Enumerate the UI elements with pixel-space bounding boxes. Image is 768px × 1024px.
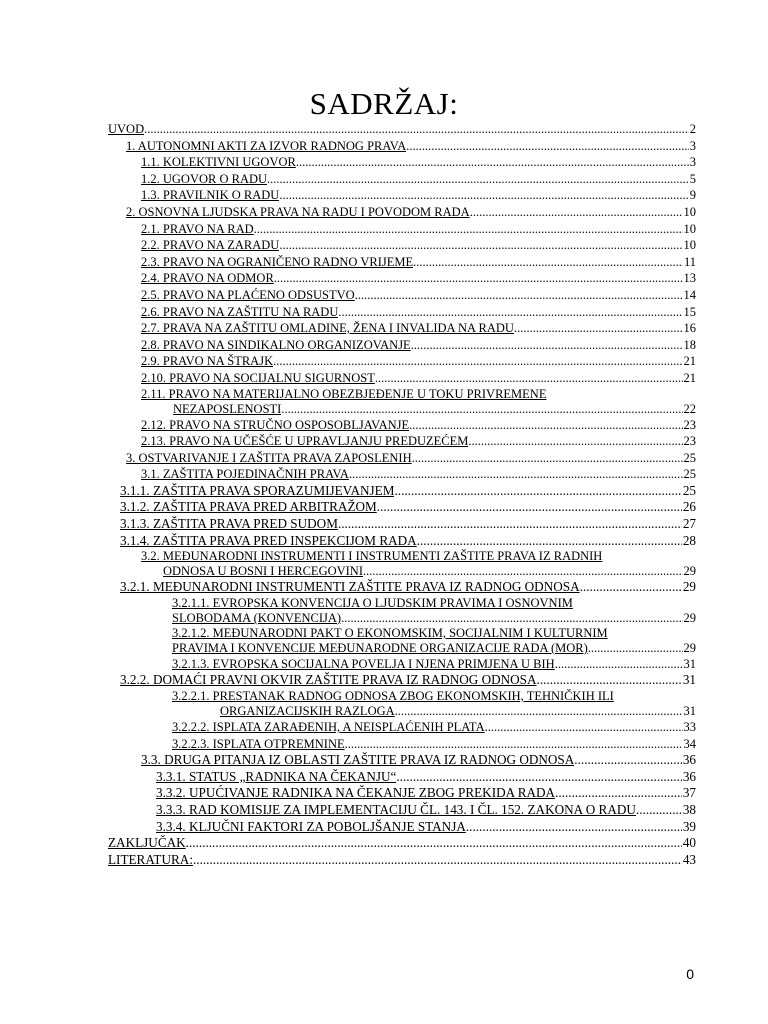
dot-leader [254, 221, 683, 238]
toc-entry-label[interactable]: 2.11. PRAVO NA MATERIJALNO OBEZBJEĐENJE U TOKU PRIVREMENE [141, 386, 547, 401]
toc-entry-label[interactable]: 3.3.3. RAD KOMISIJE ZA IMPLEMENTACIJU ČL. 143. I ČL. 152. ZAKONA O RADU [156, 802, 636, 817]
toc-entry[interactable] [108, 835, 696, 852]
toc-entry-label[interactable]: 3.1.3. ZAŠTITA PRAVA PRED SUDOM [120, 516, 338, 532]
toc-entry[interactable] [108, 221, 696, 238]
dot-leader [144, 121, 689, 138]
toc-entry-label[interactable]: 3.2.2.2. ISPLATA ZARAĐENIH, A NEISPLAĆENIH PLATA [172, 720, 485, 735]
toc-entry[interactable] [108, 237, 696, 254]
toc-entry[interactable] [108, 736, 696, 753]
dot-leader [580, 579, 682, 596]
toc-entry[interactable] [108, 138, 696, 155]
page-number: 0 [686, 966, 694, 982]
page-title: SADRŽAJ: [309, 86, 459, 121]
toc-entry[interactable] [108, 719, 696, 736]
toc-entry-label[interactable]: 3.1. ZAŠTITA POJEDINAČNIH PRAVA [141, 467, 349, 482]
toc-page-number: 31 [683, 656, 696, 671]
toc-entry-label[interactable]: 2.7. PRAVA NA ZAŠTITU OMLADINE, ŽENA I INVALIDA NA RADU [141, 321, 514, 336]
dot-leader [636, 802, 682, 819]
dot-leader [574, 752, 682, 769]
dot-leader [588, 641, 683, 656]
toc-entry-label[interactable]: 3.3.1. STATUS „RADNIKA NA ČEKANJU“ [156, 768, 397, 784]
dot-leader [555, 656, 683, 673]
toc-page-number: 36 [682, 752, 696, 768]
toc-page-number: 28 [682, 532, 696, 548]
toc-page-number: 27 [682, 516, 696, 532]
toc-entry-label-continued[interactable]: NEZAPOSLENOSTI [173, 401, 282, 416]
toc-entry[interactable] [108, 533, 696, 550]
toc-entry[interactable] [108, 672, 696, 689]
dot-leader [555, 785, 682, 802]
toc-entry[interactable] [108, 387, 696, 417]
dot-leader [466, 819, 682, 836]
toc-page-number: 21 [683, 370, 696, 385]
toc-entry[interactable] [108, 626, 696, 656]
toc-entry[interactable] [108, 204, 696, 221]
dot-leader [338, 304, 682, 321]
toc-entry[interactable] [108, 171, 696, 188]
toc-entry-label[interactable]: 2.3. PRAVO NA OGRANIČENO RADNO VRIJEME [141, 254, 414, 269]
toc-page-number: 31 [682, 672, 696, 688]
toc-entry[interactable] [108, 121, 696, 138]
toc-entry[interactable] [108, 353, 696, 370]
toc-page-number: 16 [683, 321, 696, 336]
toc-entry-label-continued[interactable]: ORGANIZACIJSKIH RAZLOGA [220, 704, 395, 719]
toc-entry-label-continued[interactable]: SLOBODAMA (KONVENCIJA) [172, 610, 342, 625]
toc-entry-label[interactable]: 2.8. PRAVO NA SINDIKALNO ORGANIZOVANJE [141, 337, 411, 352]
toc-entry[interactable] [108, 596, 696, 626]
toc-entry-label[interactable]: 2.12. PRAVO NA STRUČNO OSPOSOBLJAVANJE [141, 417, 410, 432]
toc-entry[interactable] [108, 417, 696, 434]
toc-entry-label[interactable]: 3.1.2. ZAŠTITA PRAVA PRED ARBITRAŽOM [120, 499, 377, 515]
toc-page-number: 37 [682, 785, 696, 801]
toc-page-number: 14 [683, 287, 696, 302]
toc-entry[interactable] [108, 802, 696, 819]
toc-entry-label[interactable]: 3.2.1.2. MEĐUNARODNI PAKT O EKONOMSKIM, SOCIJALNIM I KULTURNIM [172, 625, 608, 640]
toc-entry-label[interactable]: 2.10. PRAVO NA SOCIJALNU SIGURNOST [141, 370, 375, 385]
toc-page-number: 5 [689, 171, 696, 186]
toc-entry-label[interactable]: LITERATURA: [108, 851, 193, 867]
toc-entry-label[interactable]: 2.4. PRAVO NA ODMOR [141, 271, 274, 286]
toc-entry-label[interactable]: 3.2.1.3. EVROPSKA SOCIJALNA POVELJA I NJENA PRIMJENA U BIH [172, 656, 555, 671]
toc-entry-label[interactable]: ZAKLJUČAK [108, 835, 186, 851]
toc-entry-label[interactable]: 2.1. PRAVO NA RAD [141, 221, 254, 236]
toc-entry[interactable] [108, 499, 696, 516]
dot-leader [363, 564, 683, 579]
toc-entry[interactable] [108, 549, 696, 579]
toc-entry-label[interactable]: 2.6. PRAVO NA ZAŠTITU NA RADU [141, 304, 339, 319]
toc-entry-label[interactable]: 3.2.2.3. ISPLATA OTPREMNINE [172, 736, 345, 751]
toc-entry[interactable] [108, 852, 696, 869]
dot-leader [375, 370, 683, 387]
toc-page-number: 9 [689, 188, 696, 203]
toc-entry-label[interactable]: 2.13. PRAVO NA UČEŠĆE U UPRAVLJANJU PREDUZEĆEM [141, 434, 469, 449]
dot-leader [267, 171, 689, 188]
dot-leader [412, 450, 683, 467]
toc-page-number: 21 [683, 354, 696, 369]
toc-entry-label[interactable]: 3.2.2. DOMAĆI PRAVNI OKVIR ZAŠTITE PRAVA IZ RADNOG ODNOSA [120, 672, 537, 688]
toc-entry-label[interactable]: 3.2.1. MEĐUNARODNI INSTRUMENTI ZAŠTITE PRAVA IZ RADNOG ODNOSA [120, 579, 580, 595]
toc-page-number: 25 [683, 450, 696, 465]
toc-page-number: 25 [683, 467, 696, 482]
dot-leader [485, 719, 683, 736]
toc-page-number: 23 [683, 417, 696, 432]
toc-entry[interactable] [108, 433, 696, 450]
toc-entry-label[interactable]: 3. OSTVARIVANJE I ZAŠTITA PRAVA ZAPOSLENIH [126, 450, 412, 465]
dot-leader [296, 154, 689, 171]
toc-entry-label[interactable]: 3.2.1.1. EVROPSKA KONVENCIJA O LJUDSKIM PRAVIMA I OSNOVNIM [172, 595, 573, 610]
toc-entry[interactable] [108, 516, 696, 533]
toc-page-number: 3 [689, 138, 696, 153]
dot-leader [355, 287, 683, 304]
toc-entry-label[interactable]: 3.3.2. UPUĆIVANJE RADNIKA NA ČEKANJE ZBOG PREKIDA RADA [156, 785, 556, 801]
dot-leader [274, 270, 683, 287]
toc-page-number: 15 [683, 304, 696, 319]
dot-leader [417, 533, 682, 550]
toc-entry[interactable] [108, 187, 696, 204]
toc-entry[interactable] [108, 154, 696, 171]
toc-page-number: 18 [683, 337, 696, 352]
dot-leader [345, 736, 683, 753]
dot-leader [514, 320, 683, 337]
toc-page-number: 10 [683, 204, 696, 219]
toc-entry-label-continued[interactable]: ODNOSA U BOSNI I HERCEGOVINI [163, 564, 363, 579]
dot-leader [186, 835, 682, 852]
dot-leader [395, 704, 683, 719]
toc-page-number: 33 [683, 720, 696, 735]
toc-page-number: 25 [682, 482, 696, 498]
toc-page-number: 11 [683, 254, 696, 269]
dot-leader [396, 769, 681, 786]
dot-leader [413, 254, 683, 271]
toc-page-number: 2 [689, 122, 696, 136]
dot-leader [468, 433, 682, 450]
toc-entry-label[interactable]: 1.1. KOLEKTIVNI UGOVOR [141, 155, 296, 170]
toc-entry[interactable] [108, 304, 696, 321]
toc-entry[interactable] [108, 656, 696, 673]
toc-entry-label[interactable]: 1.2. UGOVOR O RADU [141, 171, 268, 186]
toc-entry-label-continued[interactable]: PRAVIMA I KONVENCIJE MEĐUNARODNE ORGANIZACIJE RADA (MOR) [172, 640, 588, 655]
dot-leader [406, 138, 689, 155]
dot-leader [193, 852, 682, 869]
dot-leader [349, 466, 683, 483]
dot-leader [411, 337, 683, 354]
toc-entry[interactable] [108, 752, 696, 769]
toc-entry-label[interactable]: 3.1.4. ZAŠTITA PRAVA PRED INSPEKCIJOM RADA [120, 532, 417, 548]
toc-page-number: 3 [689, 155, 696, 170]
toc-entry-label[interactable]: 2.5. PRAVO NA PLAĆENO ODSUSTVO [141, 287, 355, 302]
toc-entry-label[interactable]: 2. OSNOVNA LJUDSKA PRAVA NA RADU I POVODOM RADA [126, 204, 470, 219]
toc-page-number: 23 [683, 434, 696, 449]
toc-entry[interactable] [108, 689, 696, 719]
toc-entry[interactable] [108, 785, 696, 802]
toc-entry-label[interactable]: UVOD [108, 122, 145, 136]
dot-leader [341, 611, 682, 626]
toc-page-number: 10 [683, 238, 696, 253]
toc-page-number: 29 [683, 640, 696, 655]
toc-entry[interactable] [108, 287, 696, 304]
toc-page-number: 36 [682, 768, 696, 784]
toc-entry[interactable] [108, 370, 696, 387]
toc-entry-label[interactable]: 2.9. PRAVO NA ŠTRAJK [141, 354, 274, 369]
dot-leader [281, 402, 682, 417]
dot-leader [470, 204, 683, 221]
toc-entry[interactable] [108, 769, 696, 786]
toc-entry-label[interactable]: 3.2. MEĐUNARODNI INSTRUMENTI I INSTRUMENTI ZAŠTITE PRAVA IZ RADNIH [141, 549, 603, 564]
dot-leader [279, 237, 682, 254]
dot-leader [377, 499, 682, 516]
dot-leader [273, 353, 682, 370]
toc-page-number: 29 [683, 564, 696, 579]
toc-page-number: 29 [682, 579, 696, 595]
toc-entry-label[interactable]: 1.3. PRAVILNIK O RADU [141, 188, 280, 203]
toc-entry[interactable] [108, 254, 696, 271]
toc-page-number: 40 [682, 835, 696, 851]
toc-entry[interactable] [108, 579, 696, 596]
toc-entry-label[interactable]: 3.3. DRUGA PITANJA IZ OBLASTI ZAŠTITE PRAVA IZ RADNOG ODNOSA [141, 752, 575, 768]
toc-page-number: 22 [683, 401, 696, 416]
dot-leader [279, 187, 688, 204]
toc-page-number: 39 [682, 818, 696, 834]
toc-entry-label[interactable]: 2.2. PRAVO NA ZARADU [141, 238, 280, 253]
table-of-contents [108, 121, 696, 868]
toc-page-number: 10 [683, 221, 696, 236]
toc-entry-label[interactable]: 1. AUTONOMNI AKTI ZA IZVOR RADNOG PRAVA [126, 138, 407, 153]
toc-entry-label[interactable]: 3.3.4. KLJUČNI FAKTORI ZA POBOLJŠANJE STANJA [156, 818, 466, 834]
dot-leader [394, 483, 681, 500]
toc-page-number: 13 [683, 271, 696, 286]
toc-entry-label[interactable]: 3.1.1. ZAŠTITA PRAVA SPORAZUMIJEVANJEM [120, 482, 395, 498]
toc-page-number: 34 [683, 736, 696, 751]
toc-entry[interactable] [108, 320, 696, 337]
dot-leader [409, 417, 682, 434]
toc-entry-label[interactable]: 3.2.2.1. PRESTANAK RADNOG ODNOSA ZBOG EKONOMSKIH, TEHNIČKIH ILI [172, 689, 614, 704]
dot-leader [537, 672, 682, 689]
toc-page-number: 38 [682, 802, 696, 817]
toc-entry[interactable] [108, 466, 696, 483]
toc-entry[interactable] [108, 450, 696, 467]
toc-entry[interactable] [108, 483, 696, 500]
toc-entry[interactable] [108, 337, 696, 354]
toc-entry[interactable] [108, 270, 696, 287]
toc-page-number: 43 [682, 851, 696, 867]
toc-page-number: 29 [683, 610, 696, 625]
dot-leader [338, 516, 682, 533]
toc-entry[interactable] [108, 819, 696, 836]
toc-page-number: 26 [682, 499, 696, 515]
toc-page-number: 31 [683, 704, 696, 719]
